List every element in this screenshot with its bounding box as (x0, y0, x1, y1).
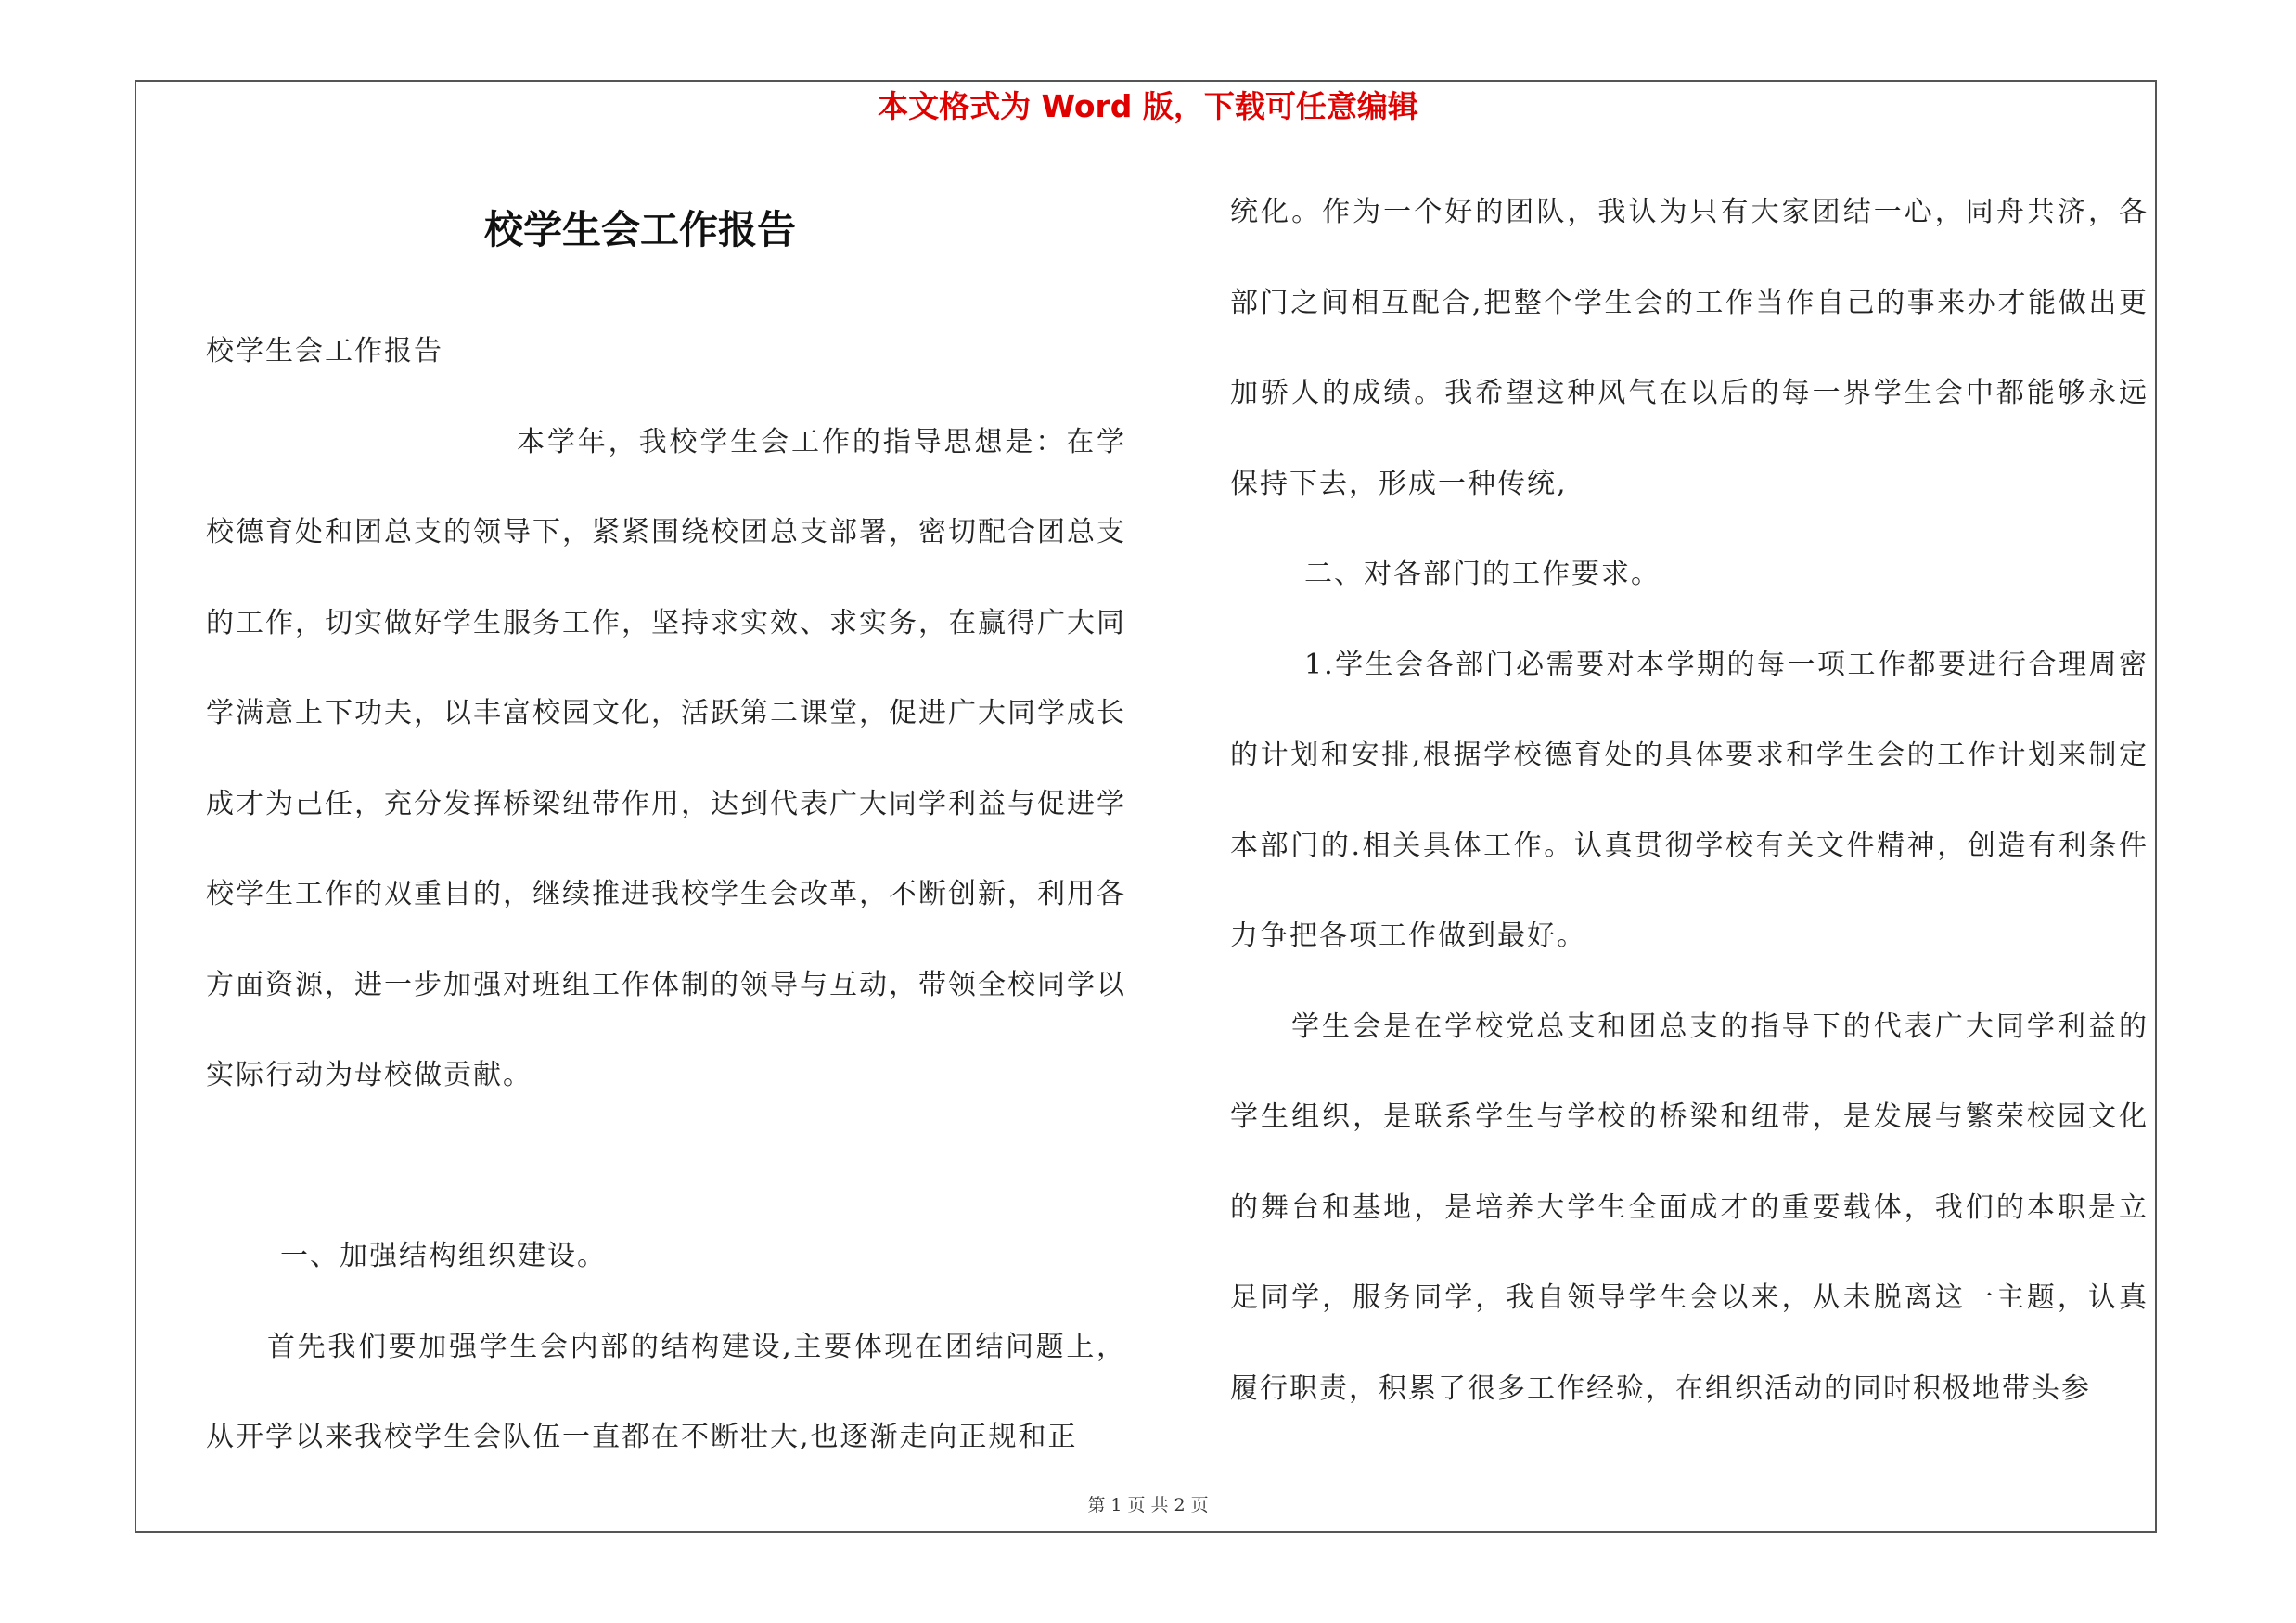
document-subtitle: 校学生会工作报告 (206, 335, 443, 367)
section-2-item-1: 1.学生会各部门必需要对本学期的每一项工作都要进行合理周密的计划和安排,根据学校德育处的具体要求和学生会的工作计划来制定本部门的.相关具体工作。认真贯彻学校有关文件精神，创造有利条件力争把各项工作做到最好。 (1230, 648, 2148, 952)
intro-paragraph: 本学年，我校学生会工作的指导思想是：在学校德育处和团总支的领导下，紧紧围绕校团总支部署，密切配合团总支的工作，切实做好学生服务工作，坚持求实效、求实务，在赢得广大同学满意上下功夫，以丰富校园文化，活跃第二课堂，促进广大同学成长成才为己任，充分发挥桥梁纽带作用，达到代表广大同学利益与促进学校学生工作的双重目的，继续推进我校学生会改革，不断创新，利用各方面资源，进一步加强对班组工作体制的领导与互动，带领全校同学以实际行动为母校做贡献。 (206, 425, 1126, 1091)
section-1-paragraph: 首先我们要加强学生会内部的结构建设,主要体现在团结问题上，从开学以来我校学生会队伍一直都在不断壮大,也逐渐走向正规和正 (206, 1330, 1126, 1453)
section-heading-2: 二、对各部门的工作要求。 (1304, 558, 1661, 590)
paragraph-gap (206, 1121, 1126, 1212)
left-column (206, 306, 1126, 1483)
page-footer: 第 1 页 共 2 页 (1087, 1495, 1209, 1515)
student-union-paragraph: 学生会是在学校党总支和团总支的指导下的代表广大同学利益的学生组织，是联系学生与学校的桥梁和纽带，是发展与繁荣校园文化的舞台和基地，是培养大学生全面成才的重要载体，我们的本职是立足同学，服务同学，我自领导学生会以来，从未脱离这一主题，认真履行职责，积累了很多工作经验，在组织活动的同时积极地带头参 (1230, 1010, 2148, 1405)
continued-paragraph: 统化。作为一个好的团队，我认为只有大家团结一心，同舟共济，各部门之间相互配合,把整个学生会的工作当作自己的事来办才能做出更加骄人的成绩。我希望这种风气在以后的每一界学生会中都能够永远保持下去，形成一种传统, (1230, 196, 2148, 500)
right-column (1230, 167, 2148, 1434)
format-banner: 本文格式为 Word 版，下载可任意编辑 (878, 88, 1418, 124)
section-heading-1: 一、加强结构组织建设。 (280, 1240, 607, 1272)
document-title: 校学生会工作报告 (483, 207, 796, 252)
